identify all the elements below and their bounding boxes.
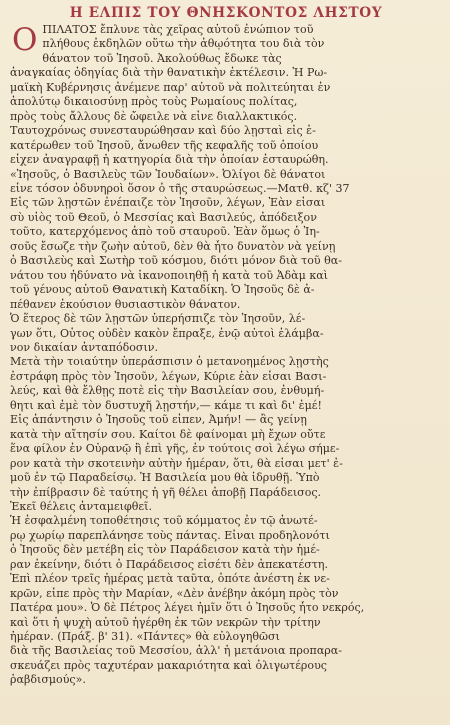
text-line: «Ἰησοῦς, ὁ Βασιλεὺς τῶν Ἰουδαίων». Ὀλίγοι δὲ θάνατοι xyxy=(10,167,326,181)
text-line: σκευάζει πρὸς ταχυτέραν μακαριότητα καὶ ὀλιγωτέρους xyxy=(10,658,327,672)
article-title: Η ΕΛΠΙΣ ΤΟΥ ΘΝΗΣΚΟΝΤΟΣ ΛΗΣΤΟΥ xyxy=(69,5,383,21)
text-line: πέθανεν ἑκούσιον θυσιαστικὸν θάνατον. xyxy=(10,297,241,311)
text-line: μαϊκὴ Κυβέρνησις ἀνέμενε παρ' αὐτοῦ νὰ πολιτεύηται ἐν xyxy=(10,80,331,94)
article-body xyxy=(10,23,442,688)
text-line: ὁ Βασιλεὺς καὶ Σωτὴρ τοῦ κόσμου, διότι μόνον διὰ τοῦ θα- xyxy=(10,254,342,268)
text-line: ἀναγκαίας ὁδηγίας διὰ τὴν θανατικὴν ἐκτέλεσιν. Ἡ Ρω- xyxy=(10,66,328,80)
paragraph-3 xyxy=(10,196,442,312)
paragraph-1 xyxy=(10,23,442,124)
text-line: Ταυτοχρόνως συνεσταυρώθησαν καὶ δύο λῃσταὶ εἰς ἑ- xyxy=(10,124,316,138)
paragraph-2 xyxy=(10,124,442,196)
text-line: ρον κατὰ τὴν σκοτεινὴν αὐτὴν ἡμέραν, ὅτι, θὰ εἶσαι μετ' ἐ- xyxy=(10,456,343,470)
text-line: τὴν ἐπίβρασιν δὲ ταύτης ἡ γῆ θέλει ἀποβῇ Παράδεισος. xyxy=(10,485,322,499)
text-line: ΠΙΛΑΤΟΣ ἔπλυνε τὰς χεῖρας αὐτοῦ ἐνώπιον τοῦ xyxy=(42,23,314,36)
text-line: Πατέρα μου». Ὁ δὲ Πέτρος λέγει ἡμῖν ὅτι ὁ Ἰησοῦς ἦτο νεκρός, xyxy=(10,601,365,615)
text-line: ἕνα φίλον ἐν Οὐρανῷ ἢ ἐπὶ γῆς, ἐν τούτοις σοὶ λέγω σήμε- xyxy=(10,442,340,456)
drop-cap: Ο xyxy=(12,22,38,58)
text-line: μοῦ ἐν τῷ Παραδείσῳ. Ἡ Βασιλεία μου θὰ ἱδρυθῇ. Ὑπὸ xyxy=(10,471,320,485)
text-line: κατὰ τὴν αἴτησίν σου. Καίτοι δὲ φαίνομαι μὴ ἔχων οὔτε xyxy=(10,427,326,441)
text-line: τοῦ γένους αὐτοῦ Θανατικὴ Καταδίκη. Ὁ Ἰησοῦς δὲ ἀ- xyxy=(10,283,315,297)
text-line: Μετὰ τὴν τοιαύτην ὑπεράσπισιν ὁ μετανοημένος λῃστὴς xyxy=(10,355,329,369)
text-line: πλήθους ἐκδηλῶν οὕτω τὴν ἀθῳότητα του διὰ τὸν xyxy=(42,37,325,51)
text-line: νάτου του ἠδύνατο νὰ ἱκανοποιηθῇ ἡ κατὰ τοῦ Ἀδὰμ καὶ xyxy=(10,268,329,282)
text-line: κατέρωθεν τοῦ Ἰησοῦ, ἄνωθεν τῆς κεφαλῆς τοῦ ὁποίου xyxy=(10,138,319,152)
text-line: σὺ υἱὸς τοῦ Θεοῦ, ὁ Μεσσίας καὶ Βασιλεύς, ἀπόδειξον xyxy=(10,210,317,224)
text-line: σοῦς ἔσωζε τὴν ζωὴν αὐτοῦ, δὲν θὰ ἦτο δυνατὸν νὰ γείνῃ xyxy=(10,239,336,253)
text-line: λεύς, καὶ θὰ ἔλθῃς ποτὲ εἰς τὴν Βασιλείαν σου, ἐνθυμή- xyxy=(10,384,325,398)
text-line: ῥαβδισμούς». xyxy=(10,673,86,687)
text-line: γων ὅτι, Οὗτος οὐδὲν κακὸν ἔπραξε, ἐνῷ αὐτοὶ ἐλάμβα- xyxy=(10,326,324,340)
text-line: Εἰς ἀπάντησιν ὁ Ἰησοῦς τοῦ εἶπεν, Ἀμήν! — ἂς γείνῃ xyxy=(10,413,307,427)
text-line: Ἡ ἐσφαλμένη τοποθέτησις τοῦ κόμματος ἐν τῷ ἀνωτέ- xyxy=(10,514,318,528)
text-line: κρῶν, εἶπε πρὸς τὴν Μαρίαν, «Δὲν ἀνέβην ἀκόμη πρὸς τὸν xyxy=(10,586,339,600)
text-line: ἀπολύτῳ δικαιοσύνῃ πρὸς τοὺς Ρωμαίους πολίτας, xyxy=(10,95,298,109)
text-line: ρῳ χωρίῳ παρεπλάνησε τοὺς πάντας. Εἶναι προδηλονότι xyxy=(10,528,330,542)
text-line: διὰ τῆς Βασιλείας τοῦ Μεσσίου, ἀλλ' ἡ μετάνοια προπαρα- xyxy=(10,644,342,658)
paragraph-4 xyxy=(10,312,442,355)
text-line: εἶνε τόσον ὀδυνηροὶ ὅσον ὁ τῆς σταυρώσεως.—Ματθ. κζ' 37 xyxy=(10,181,350,195)
text-line: τοῦτο, κατερχόμενος ἀπὸ τοῦ σταυροῦ. Ἐὰν ὅμως ὁ Ἰη- xyxy=(10,225,320,239)
paragraph-6 xyxy=(10,514,442,687)
text-line: θητι καὶ ἐμὲ τὸν δυστυχῆ λῃστήν,— κάμε τι καὶ δι' ἐμέ! xyxy=(10,398,322,412)
text-line: Ὁ ἕτερος δὲ τῶν λῃστῶν ὑπερήσπιζε τὸν Ἰησοῦν, λέ- xyxy=(10,312,306,326)
text-line: νον δικαίαν ἀνταπόδοσιν. xyxy=(10,340,159,354)
text-line: καὶ ὅτι ἡ ψυχὴ αὐτοῦ ἠγέρθη ἐκ τῶν νεκρῶν τὴν τρίτην xyxy=(10,615,321,629)
text-line: ἡμέραν. (Πράξ. β' 31). «Πάντες» θὰ εὐλογηθῶσι xyxy=(10,630,280,644)
text-line: ὁ Ἰησοῦς δὲν μετέβη εἰς τὸν Παράδεισον κατὰ τὴν ἡμέ- xyxy=(10,543,320,557)
text-line: Εἷς τῶν λῃστῶν ἐνέπαιζε τὸν Ἰησοῦν, λέγων, Ἐὰν εἶσαι xyxy=(10,196,326,210)
text-line: πρὸς τοὺς ἄλλους δὲ ὤφειλε νὰ εἶνε διαλλακτικός. xyxy=(10,109,298,123)
paragraph-5 xyxy=(10,355,442,514)
text-line: Ἐκεῖ θέλεις ἀνταμειφθεῖ. xyxy=(10,499,152,513)
text-line: ἐστράφη πρὸς τὸν Ἰησοῦν, λέγων, Κύριε ἐὰν εἶσαι Βασι- xyxy=(10,369,327,383)
text-line: Ἐπὶ πλέον τρεῖς ἡμέρας μετὰ ταῦτα, ὁπότε ἀνέστη ἐκ νε- xyxy=(10,572,330,586)
text-line: ραν ἐκείνην, διότι ὁ Παράδεισος εἰσέτι δὲν ἀπεκατέστη. xyxy=(10,557,329,571)
text-line: θάνατον τοῦ Ἰησοῦ. Ἀκολούθως ἔδωκε τὰς xyxy=(42,51,282,65)
text-line: εἶχεν ἀναγραφῇ ἡ κατηγορία διὰ τὴν ὁποίαν ἐσταυρώθη. xyxy=(10,153,329,167)
